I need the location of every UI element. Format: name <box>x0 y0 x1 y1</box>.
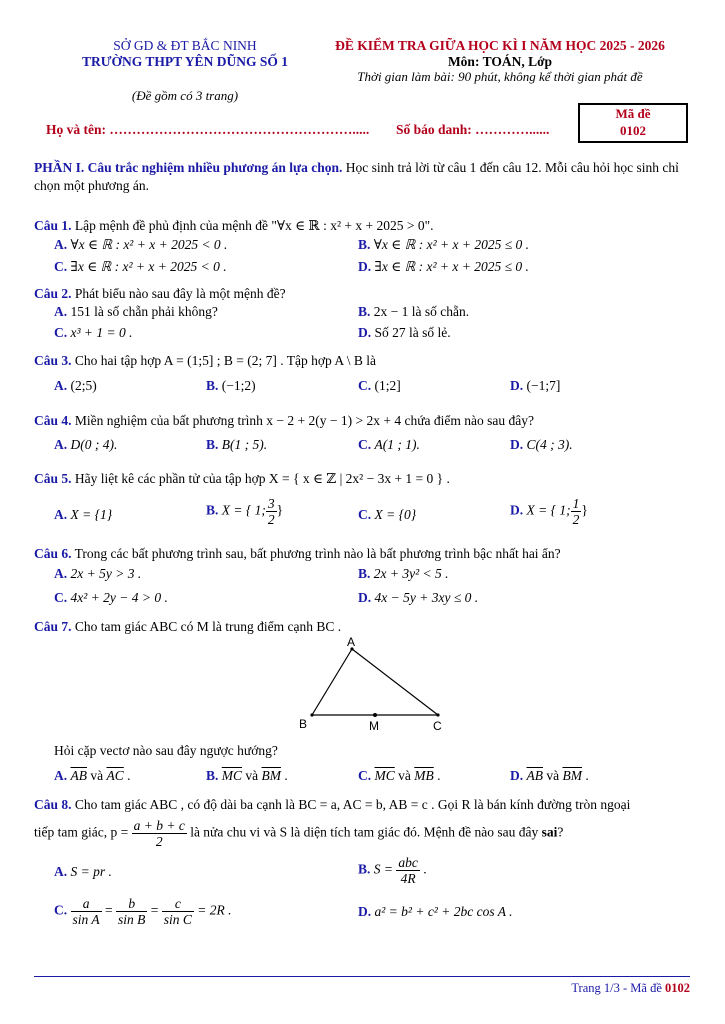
part1-intro <box>34 159 690 195</box>
option-8-C[interactable]: C. $\frac{a}{\text{sin A}}$ = $\frac{b}{\text{sin B}}$ = $\frac{c}{\text{sin C}}$ = 2R . <box>54 896 232 927</box>
sbd-field-label: Số báo danh: …………...... <box>396 122 550 137</box>
subject: Môn: TOÁN, Lớp <box>447 54 553 69</box>
option-7-C[interactable]: C. $\overline{MC}$ và $\overline{MB}$ . <box>358 768 441 783</box>
option-3-C[interactable]: C. (1;2] <box>358 378 401 393</box>
option-1-D[interactable]: D. ∃x ∈ ℝ : x² + x + 2025 ≤ 0 . <box>358 259 529 274</box>
option-7-B[interactable]: B. $\overline{MC}$ và $\overline{BM}$ . <box>206 768 288 783</box>
question-7: Câu 7. Cho tam giác ABC có M là trung điểm cạnh BC . <box>34 619 342 634</box>
point-m <box>373 713 377 717</box>
question-label: Câu 1. <box>34 218 72 233</box>
fraction: $\frac{b}{\text{sin B}}$ <box>118 896 146 927</box>
ma-de-label: Mã đề <box>615 106 651 121</box>
question-5: Câu 5. Hãy liệt kê các phần tử của tập hợp X = { x ∈ ℤ | 2x² − 3x + 1 = 0 } . <box>34 471 450 486</box>
school-name: TRƯỜNG THPT YÊN DŨNG SỐ 1 <box>82 54 288 69</box>
label-a: A <box>347 636 356 649</box>
option-4-D[interactable]: D. C(4 ; 3). <box>510 437 573 452</box>
option-3-D[interactable]: D. (−1;7] <box>510 378 561 393</box>
option-4-A[interactable]: A. D(0 ; 4). <box>54 437 118 452</box>
option-5-D[interactable]: D. X = { 1; $\frac{1}{2}$ } <box>510 496 588 527</box>
side-ac <box>352 649 438 715</box>
option-8-B[interactable]: B. S = $\frac{\text{abc}}{4R}$ . <box>358 855 427 886</box>
question-8-line2: tiếp tam giác, p = $\frac{a + b + c}{2}$ là nửa chu vi và S là diện tích tam giác đó. Mệnh đề nào sau đây sai? <box>34 818 564 849</box>
fraction: $\frac{1}{2}$ <box>572 496 580 527</box>
side-ab <box>312 649 352 715</box>
dept-name: SỞ GD & ĐT BẮC NINH <box>113 38 257 53</box>
option-7-D[interactable]: D. $\overline{AB}$ và $\overline{BM}$ . <box>510 768 589 783</box>
option-2-C[interactable]: C. x³ + 1 = 0 . <box>54 325 133 340</box>
option-2-B[interactable]: B. 2x − 1 là số chẵn. <box>358 304 470 319</box>
name-field-label: Họ và tên: ………………………………………………..... <box>46 122 370 137</box>
option-6-A[interactable]: A. 2x + 5y > 3 . <box>54 566 142 581</box>
question-2: Câu 2. Phát biểu nào sau đây là một mệnh đề? <box>34 286 286 301</box>
question-8: Câu 8. Cho tam giác ABC , có độ dài ba cạnh là BC = a, AC = b, AB = c . Gọi R là bán kính đường tròn ngoại <box>34 797 631 812</box>
option-8-D[interactable]: D. a² = b² + c² + 2bc cos A . <box>358 904 513 919</box>
triangle-figure <box>290 636 460 736</box>
point-c <box>436 713 439 716</box>
part1-title: PHẦN I. Câu trắc nghiệm nhiều phương án lựa chọn. <box>34 160 343 175</box>
fraction: $\frac{3}{2}$ <box>267 496 275 527</box>
label-b: B <box>299 717 308 731</box>
option-1-A[interactable]: A. ∀x ∈ ℝ : x² + x + 2025 < 0 . <box>54 237 228 252</box>
fraction: $\frac{a}{\text{sin A}}$ <box>72 896 100 927</box>
label-c: C <box>433 719 442 733</box>
option-7-A[interactable]: A. $\overline{AB}$ và $\overline{AC}$ . <box>54 768 131 783</box>
pages-note: (Đề gồm có 3 trang) <box>131 88 239 103</box>
option-8-A[interactable]: A. S = pr . <box>54 864 112 879</box>
question-3: Câu 3. Cho hai tập hợp A = (1;5] ; B = (2; 7] . Tập hợp A \ B là <box>34 353 377 368</box>
fraction: $\frac{a + b + c}{2}$ <box>133 818 185 849</box>
exam-title: ĐỀ KIỂM TRA GIỮA HỌC KÌ I NĂM HỌC 2025 - 2026 <box>335 38 665 53</box>
footer-code: 0102 <box>665 981 690 995</box>
option-2-D[interactable]: D. Số 27 là số lẻ. <box>358 325 451 340</box>
fraction: $\frac{c}{\text{sin C}}$ <box>163 896 192 927</box>
question-text: Lập mệnh đề phủ định của mệnh đề "∀x ∈ ℝ : x² + x + 2025 > 0". <box>74 218 434 233</box>
option-1-B[interactable]: B. ∀x ∈ ℝ : x² + x + 2025 ≤ 0 . <box>358 237 529 252</box>
option-4-C[interactable]: C. A(1 ; 1). <box>358 437 420 452</box>
question-4: Câu 4. Miền nghiệm của bất phương trình x − 2 + 2(y − 1) > 2x + 4 chứa điểm nào sau đây? <box>34 413 535 428</box>
point-b <box>310 713 313 716</box>
ma-de-value: 0102 <box>620 123 646 138</box>
time-note: Thời gian làm bài: 90 phút, không kể thời gian phát đề <box>357 69 643 84</box>
option-6-D[interactable]: D. 4x − 5y + 3xy ≤ 0 . <box>358 590 479 605</box>
label-m: M <box>369 719 379 733</box>
footer-divider <box>34 976 690 977</box>
option-6-B[interactable]: B. 2x + 3y² < 5 . <box>358 566 449 581</box>
option-6-C[interactable]: C. 4x² + 2y − 4 > 0 . <box>54 590 168 605</box>
option-4-B[interactable]: B. B(1 ; 5). <box>206 437 268 452</box>
option-3-B[interactable]: B. (−1;2) <box>206 378 256 393</box>
part1-desc: Học sinh trả lời từ câu 1 đến câu 12. Mỗi câu hỏi học sinh chỉ chọn một phương án. <box>34 160 679 193</box>
ma-de-box <box>578 103 688 143</box>
option-5-B[interactable]: B. X = { 1; $\frac{3}{2}$ } <box>206 496 284 527</box>
footer-page: Trang 1/3 - Mã đề <box>571 981 662 995</box>
fraction: $\frac{\text{abc}}{4R}$ <box>398 855 418 886</box>
question-7-sub: Hỏi cặp vectơ nào sau đây ngược hướng? <box>54 743 278 758</box>
question-1 <box>34 218 433 234</box>
option-3-A[interactable]: A. (2;5) <box>54 378 97 393</box>
option-5-C[interactable]: C. X = {0} <box>358 507 417 522</box>
footer <box>480 981 690 996</box>
option-2-A[interactable]: A. 151 là số chẵn phải không? <box>54 304 218 319</box>
question-6: Câu 6. Trong các bất phương trình sau, bất phương trình nào là bất phương trình bậc nhất hai ẩn? <box>34 546 561 561</box>
option-1-C[interactable]: C. ∃x ∈ ℝ : x² + x + 2025 < 0 . <box>54 259 227 274</box>
option-5-A[interactable]: A. X = {1} <box>54 507 113 522</box>
